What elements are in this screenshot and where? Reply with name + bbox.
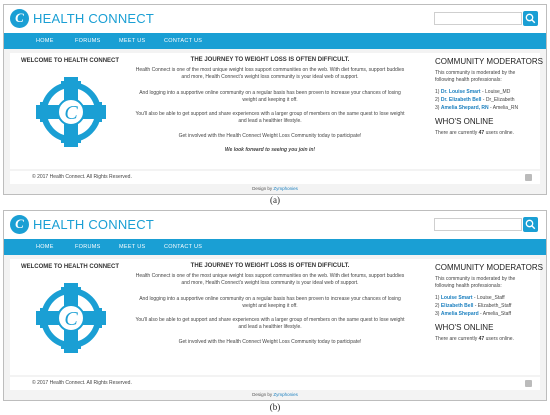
- rss-icon[interactable]: [525, 174, 532, 181]
- moderator-item: [435, 105, 518, 111]
- moderator-name-link[interactable]: Dr. Elizabeth Bell: [440, 97, 482, 103]
- emblem-letter: C: [64, 308, 78, 330]
- nav-forums[interactable]: FORUMS: [75, 38, 101, 44]
- search-button[interactable]: [523, 217, 538, 232]
- closing-line: We look forward to seeing you join in!: [224, 147, 316, 153]
- circle-cross-emblem: [36, 283, 106, 353]
- nav-contact-us[interactable]: CONTACT US: [164, 38, 203, 44]
- journey-title: THE JOURNEY TO WEIGHT LOSS IS OFTEN DIFFICULT.: [190, 263, 350, 269]
- circle-cross-emblem: [36, 77, 106, 147]
- moderators-heading: COMMUNITY MODERATORS: [435, 57, 544, 66]
- online-suffix: users online.: [484, 336, 514, 342]
- nav-forums[interactable]: FORUMS: [75, 244, 101, 250]
- search-icon: [523, 217, 538, 232]
- logo-letter: C: [15, 216, 24, 231]
- main-nav: [4, 239, 546, 255]
- moderator-number: 2): [435, 97, 440, 103]
- nav-home[interactable]: HOME: [36, 38, 54, 44]
- caption-b: (b): [269, 402, 281, 412]
- site-title[interactable]: HEALTH CONNECT: [33, 217, 155, 232]
- logo-c-icon[interactable]: [10, 215, 29, 234]
- screenshot-panel-b: [3, 210, 547, 401]
- copyright: © 2017 Health Connect. All Rights Reserved.: [32, 174, 132, 180]
- logo-c-icon[interactable]: [10, 9, 29, 28]
- caption-a: (a): [270, 195, 280, 205]
- moderator-handle: - Dr_Elizabeth: [481, 97, 515, 103]
- welcome-heading: WELCOME TO HEALTH CONNECT: [20, 58, 120, 64]
- moderator-number: 1): [435, 295, 440, 301]
- welcome-heading: WELCOME TO HEALTH CONNECT: [20, 264, 120, 270]
- moderator-name-link[interactable]: Amelia Shepard: [440, 311, 479, 317]
- online-status: [435, 130, 514, 136]
- intro-paragraph-4: Get involved with the Health Connect Weight Loss Community today to participate!: [178, 339, 362, 345]
- moderators-intro: This community is moderated by the following health professionals:: [435, 276, 516, 289]
- moderator-name-link[interactable]: Dr. Louise Smart: [440, 89, 481, 95]
- moderator-number: 1): [435, 89, 440, 95]
- search-icon: [523, 11, 538, 26]
- nav-meet-us[interactable]: MEET US: [119, 244, 146, 250]
- content-area: [10, 259, 544, 375]
- search-input[interactable]: [434, 218, 522, 231]
- online-suffix: users online.: [484, 130, 514, 136]
- emblem-letter: C: [64, 102, 78, 124]
- logo-letter: C: [15, 10, 24, 25]
- site-title[interactable]: HEALTH CONNECT: [33, 11, 155, 26]
- moderator-item: [435, 295, 505, 301]
- intro-paragraph-4: Get involved with the Health Connect Weight Loss Community today to participate!: [178, 133, 362, 139]
- online-prefix: There are currently: [435, 336, 479, 342]
- moderator-item: [435, 303, 511, 309]
- moderator-handle: - Amelia_RN: [488, 105, 519, 111]
- moderator-handle: - Louise_MD: [480, 89, 511, 95]
- moderator-item: [435, 89, 510, 95]
- intro-paragraph-3: You'll also be able to get support and share experiences with a larger group of members on the same quest to lose weight and lead a healthier lifestyle.: [135, 111, 405, 124]
- moderators-heading: COMMUNITY MODERATORS: [435, 263, 544, 272]
- site-footer: [10, 377, 540, 390]
- moderator-name-link[interactable]: Louise Smart: [440, 295, 473, 301]
- nav-contact-us[interactable]: CONTACT US: [164, 244, 203, 250]
- intro-paragraph-1: Health Connect is one of the most unique weight loss support communities on the web. With diet forums, support buddies and more, Health Connect's weight loss community is your ideal web of support.: [135, 273, 405, 286]
- search-button[interactable]: [523, 11, 538, 26]
- rss-icon[interactable]: [525, 380, 532, 387]
- site-header: [4, 211, 546, 239]
- journey-title: THE JOURNEY TO WEIGHT LOSS IS OFTEN DIFFICULT.: [190, 57, 350, 63]
- design-credit: [4, 392, 546, 397]
- moderator-item: [435, 97, 515, 103]
- design-prefix: Design by: [252, 392, 274, 397]
- copyright: © 2017 Health Connect. All Rights Reserved.: [32, 380, 132, 386]
- moderator-item: [435, 311, 511, 317]
- moderators-intro: This community is moderated by the following health professionals:: [435, 70, 516, 83]
- moderator-number: 2): [435, 303, 440, 309]
- moderator-number: 3): [435, 105, 440, 111]
- design-credit: [4, 186, 546, 191]
- intro-paragraph-1: Health Connect is one of the most unique weight loss support communities on the web. With diet forums, support buddies and more, Health Connect's weight loss community is your ideal web of support.: [135, 67, 405, 80]
- online-count: 47: [478, 130, 485, 136]
- moderator-name-link[interactable]: Elizabeth Bell: [440, 303, 474, 309]
- design-link[interactable]: Zymphonies: [273, 186, 298, 191]
- content-area: [10, 53, 544, 169]
- nav-meet-us[interactable]: MEET US: [119, 38, 146, 44]
- online-prefix: There are currently: [435, 130, 479, 136]
- site-header: [4, 5, 546, 33]
- intro-paragraph-3: You'll also be able to get support and share experiences with a larger group of members on the same quest to lose weight and lead a healthier lifestyle.: [135, 317, 405, 330]
- nav-home[interactable]: HOME: [36, 244, 54, 250]
- moderator-handle: - Amelia_Staff: [478, 311, 512, 317]
- intro-paragraph-2: And logging into a supportive online community on a regular basis has been proven to increase your chances of losing weight and keeping it off.: [139, 296, 401, 309]
- moderator-handle: - Louise_Staff: [472, 295, 505, 301]
- online-heading: WHO'S ONLINE: [435, 323, 494, 332]
- online-count: 47: [478, 336, 485, 342]
- moderator-number: 3): [435, 311, 440, 317]
- online-heading: WHO'S ONLINE: [435, 117, 494, 126]
- moderator-handle: - Elizabeth_Staff: [473, 303, 512, 309]
- online-status: [435, 336, 514, 342]
- site-footer: [10, 171, 540, 184]
- screenshot-panel-a: [3, 4, 547, 195]
- design-link[interactable]: Zymphonies: [273, 392, 298, 397]
- search-input[interactable]: [434, 12, 522, 25]
- intro-paragraph-2: And logging into a supportive online community on a regular basis has been proven to increase your chances of losing weight and keeping it off.: [139, 90, 401, 103]
- main-nav: [4, 33, 546, 49]
- moderator-name-link[interactable]: Amelia Shepard, RN: [440, 105, 489, 111]
- design-prefix: Design by: [252, 186, 274, 191]
